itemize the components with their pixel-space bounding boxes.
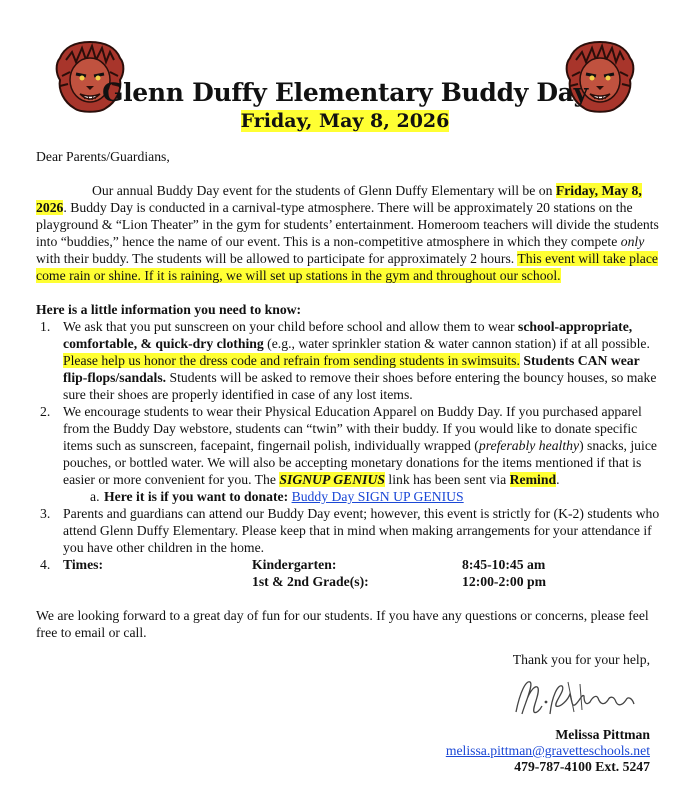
signup-genius-link[interactable]: Buddy Day SIGN UP GENIUS — [291, 489, 464, 504]
item-text: ) snacks, juice pouches, or bottled water. We will also be accepting monetary donations for the items mentioned if that is easier or more convenient for you. The — [63, 438, 657, 487]
intro-text: with their buddy. The students will be allowed to participate for approximately 2 hours. — [36, 251, 518, 266]
event-date-heading — [0, 110, 690, 132]
list-number: 2. — [40, 404, 51, 419]
list-item — [36, 556, 664, 590]
signup-genius-highlight: SIGNUP GENIUS — [279, 472, 385, 487]
remind-highlight: Remind — [509, 472, 557, 487]
item-text: . — [556, 472, 560, 487]
closing-paragraph: We are looking forward to a great day of fun for our students. If you have any questions or concerns, please feel free to email or call. — [36, 608, 649, 640]
grades-label: 1st & 2nd Grade(s): — [252, 574, 369, 589]
item-text: We ask that you put sunscreen on your child before school and allow them to wear — [63, 319, 519, 334]
page-title: Glenn Duffy Elementary Buddy Day — [102, 78, 588, 107]
times-row — [63, 573, 664, 590]
info-heading: Here is a little information you need to know: — [36, 302, 302, 317]
item-text: (e.g., water sprinkler station & water cannon station) if at all possible. — [263, 336, 650, 351]
intro-paragraph — [36, 182, 664, 284]
phone-number: 479-787-4100 Ext. 5247 — [514, 759, 650, 774]
donate-label: Here it is if you want to donate: — [104, 489, 289, 504]
sub-list — [63, 488, 664, 505]
only-emphasis: only — [620, 234, 645, 249]
times-row — [63, 556, 664, 573]
grades-time: 12:00-2:00 pm — [462, 574, 547, 589]
list-number: 1. — [40, 319, 51, 334]
list-number: 4. — [40, 557, 51, 572]
times-label: Times: — [63, 557, 104, 572]
sandals-bold: Students CAN wear flip-flops/sandals. — [63, 353, 640, 385]
item-text: Parents and guardians can attend our Buddy Day event; however, this event is strictly for (K-2) students who attend Glenn Duffy Elementary. Please keep that in mind when making arrangements for your attendance if you have other children in the home. — [63, 506, 660, 555]
signer-name: Melissa Pittman — [555, 727, 650, 742]
clothing-bold: school-appropriate, comfortable, & quick-dry clothing — [63, 319, 633, 351]
intro-date-highlight: Friday, May 8, 2026 — [36, 183, 642, 215]
signature-icon — [510, 672, 650, 720]
list-item — [36, 403, 664, 505]
event-date: Friday, May 8, 2026 — [240, 110, 450, 132]
kindergarten-label: Kindergarten: — [252, 557, 337, 572]
intro-text: . Buddy Day is conducted in a carnival-type atmosphere. There will be approximately 20 stations on the playground & “Lion Theater” in the gym for students’ entertainment. Homeroom teachers will divide the students into “buddies,” hence the name of our event. This is a non-competitive atmosphere in which they compete — [36, 200, 659, 249]
greeting: Dear Parents/Guardians, — [36, 149, 170, 164]
sub-list-item — [63, 488, 664, 505]
item-text: We encourage students to wear their Physical Education Apparel on Buddy Day. If you purchased apparel from the Buddy Day webstore, students can “twin” with their buddy. If you would like to donate specific items such as sunscreen, facepaint, fingernail polish, individually wrapped ( — [63, 404, 642, 453]
item-text: Students will be asked to remove their shoes before entering the bouncy houses, so make sure their shoes are properly identified in case of any lost items. — [63, 370, 657, 402]
thanks-line: Thank you for your help, — [512, 652, 650, 667]
list-number: 3. — [40, 506, 51, 521]
signature-block — [446, 727, 650, 775]
letter-body — [36, 148, 664, 641]
email-link[interactable]: melissa.pittman@gravetteschools.net — [445, 743, 650, 758]
dress-code-highlight: Please help us honor the dress code and refrain from sending students in swimsuits. — [63, 353, 520, 368]
sub-list-letter: a. — [90, 489, 100, 504]
healthy-emphasis: preferably healthy — [478, 438, 580, 453]
list-item — [36, 318, 664, 403]
rain-notice-highlight: This event will take place come rain or shine. If it is raining, we will set up stations in the gym and throughout our school. — [36, 251, 658, 283]
kindergarten-time: 8:45-10:45 am — [462, 557, 546, 572]
item-text: link has been sent via — [384, 472, 510, 487]
intro-text: Our annual Buddy Day event for the students of Glenn Duffy Elementary will be on — [92, 183, 556, 198]
list-item — [36, 505, 664, 556]
info-list — [36, 318, 664, 590]
